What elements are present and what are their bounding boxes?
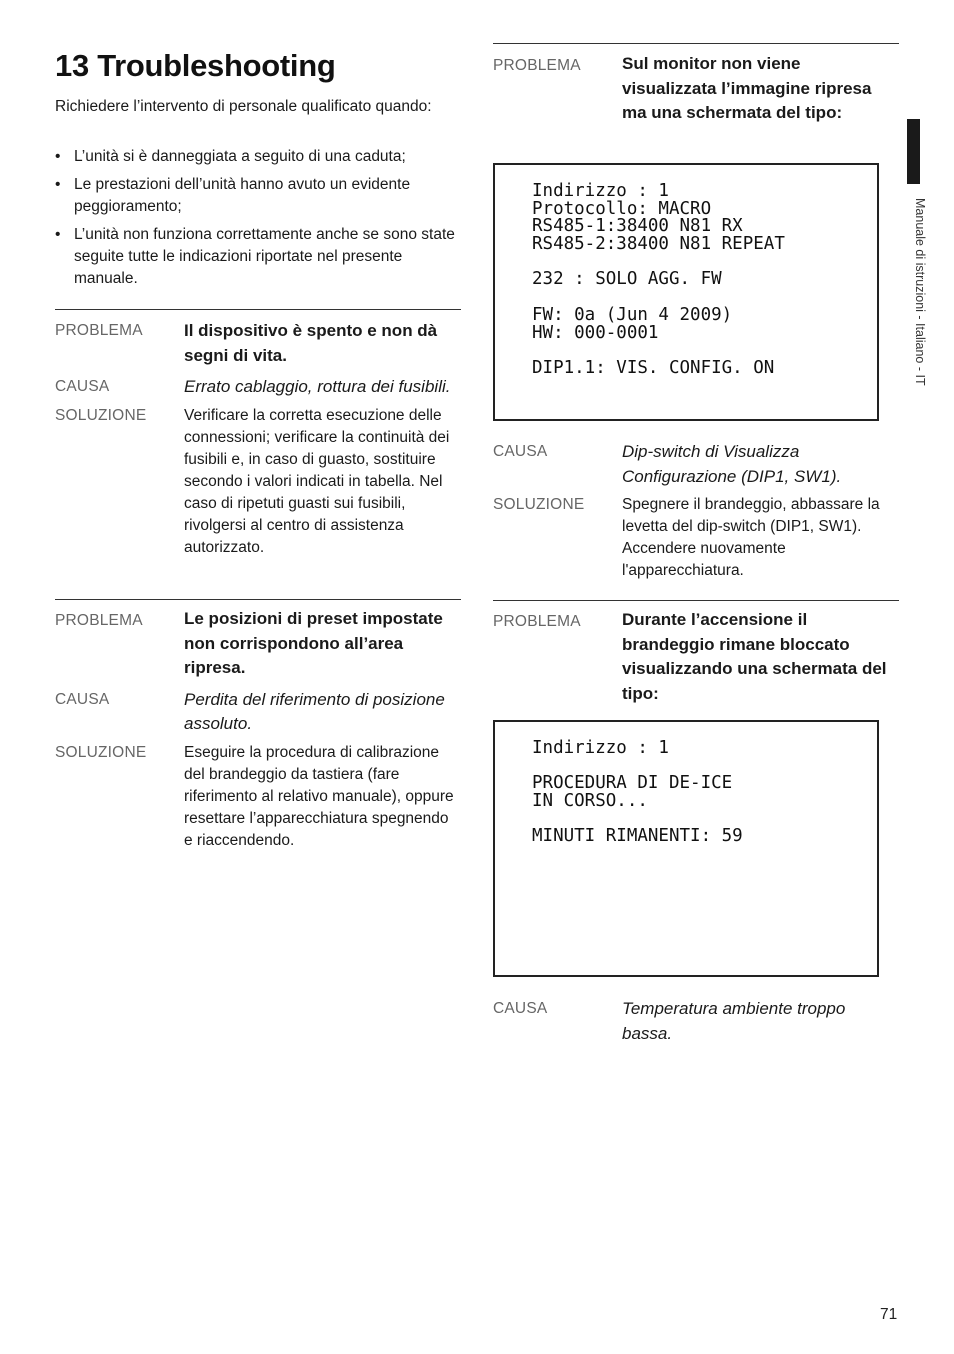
- screen-line: IN CORSO...: [532, 791, 648, 812]
- list-item: • L’unità si è danneggiata a seguito di una caduta;: [55, 146, 460, 168]
- screen-line: PROCEDURA DI DE-ICE: [532, 773, 733, 794]
- problem-text: Durante l’accensione il brandeggio rimane bloccato visualizzando una schermata del tipo:: [622, 610, 887, 703]
- screen-line: RS485-1:38400 N81 RX: [532, 216, 743, 237]
- problem-row: [55, 607, 461, 681]
- problem-row: [493, 52, 899, 126]
- trouble-block-config-cause: [493, 440, 899, 582]
- trouble-block-power: [55, 309, 461, 559]
- config-screen: [493, 163, 879, 421]
- screen-line: MINUTI RIMANENTI: 59: [532, 826, 743, 847]
- solution-label: SOLUZIONE: [55, 406, 147, 424]
- trouble-block-preset: [55, 599, 461, 852]
- problem-label: PROBLEMA: [493, 613, 581, 630]
- cause-text: Dip-switch di Visualizza Configurazione (DIP1, SW1).: [622, 442, 842, 486]
- problem-row: [55, 319, 461, 368]
- cause-row: [55, 688, 461, 737]
- cause-text: Perdita del riferimento di posizione assoluto.: [184, 689, 445, 733]
- cause-label: CAUSA: [55, 690, 110, 708]
- problem-row: [493, 608, 899, 706]
- list-item: • L’unità non funziona correttamente anche se sono state seguite tutte le indicazioni riportate nel presente manuale.: [55, 224, 460, 290]
- problem-text: Il dispositivo è spento e non dà segni di vita.: [184, 321, 438, 365]
- solution-row: [493, 494, 899, 582]
- problem-label: PROBLEMA: [55, 612, 143, 629]
- screen-line: FW: 0a (Jun 4 2009): [532, 304, 733, 325]
- cause-label: CAUSA: [493, 1000, 548, 1017]
- condition-list: [55, 146, 460, 296]
- section-marker: [907, 119, 920, 184]
- screen-line: DIP1.1: VIS. CONFIG. ON: [532, 357, 775, 378]
- screen-line: 232 : SOLO AGG. FW: [532, 269, 722, 290]
- cause-row: [55, 375, 461, 400]
- trouble-block-deice-cause: [493, 997, 899, 1046]
- page-title: 13 Troubleshooting: [55, 48, 336, 83]
- cause-row: [493, 440, 899, 489]
- side-running-title: Manuale di istruzioni - Italiano - IT: [913, 198, 927, 386]
- problem-text: Sul monitor non viene visualizzata l’immagine ripresa ma una schermata del tipo:: [622, 54, 872, 122]
- screen-line: Indirizzo : 1: [532, 738, 669, 758]
- page-number: 71: [880, 1306, 898, 1323]
- screen-line: Protocollo: MACRO: [532, 198, 712, 219]
- cause-row: [493, 997, 899, 1046]
- cause-text: Temperatura ambiente troppo bassa.: [622, 999, 846, 1043]
- intro-text: Richiedere l’intervento di personale qualificato quando:: [55, 98, 432, 115]
- screen-line: HW: 000-0001: [532, 322, 659, 343]
- trouble-block-config-screen: [493, 43, 899, 126]
- deice-screen: [493, 720, 879, 977]
- solution-row: [55, 405, 461, 559]
- solution-text: Spegnere il brandeggio, abbassare la levetta del dip-switch (DIP1, SW1). Accendere nuovamente l'apparecchiatura.: [622, 496, 880, 579]
- cause-text: Errato cablaggio, rottura dei fusibili.: [184, 377, 451, 396]
- problem-text: Le posizioni di preset impostate non corrispondono all’area ripresa.: [184, 609, 443, 677]
- trouble-block-deice: [493, 600, 899, 706]
- screen-line: Indirizzo : 1: [532, 181, 669, 201]
- list-item: • Le prestazioni dell’unità hanno avuto un evidente peggioramento;: [55, 174, 460, 218]
- problem-label: PROBLEMA: [493, 57, 581, 74]
- solution-label: SOLUZIONE: [493, 496, 585, 513]
- solution-row: [55, 742, 461, 852]
- cause-label: CAUSA: [55, 378, 110, 395]
- solution-label: SOLUZIONE: [55, 743, 147, 761]
- solution-text: Verificare la corretta esecuzione delle connessioni; verificare la continuità dei fusibili e, in caso di guasto, sostituire secondo i valori indicati in tabella. Nel caso di ripetuti guasti sui fusibili, rivolgersi al centro di assistenza autorizzato.: [184, 406, 450, 556]
- cause-label: CAUSA: [493, 443, 548, 460]
- screen-line: RS485-2:38400 N81 REPEAT: [532, 234, 785, 255]
- problem-label: PROBLEMA: [55, 322, 143, 339]
- solution-text: Eseguire la procedura di calibrazione del brandeggio da tastiera (fare riferimento al relativo manuale), oppure resettare l’apparecchiatura spegnendo e riaccendendo.: [184, 743, 454, 849]
